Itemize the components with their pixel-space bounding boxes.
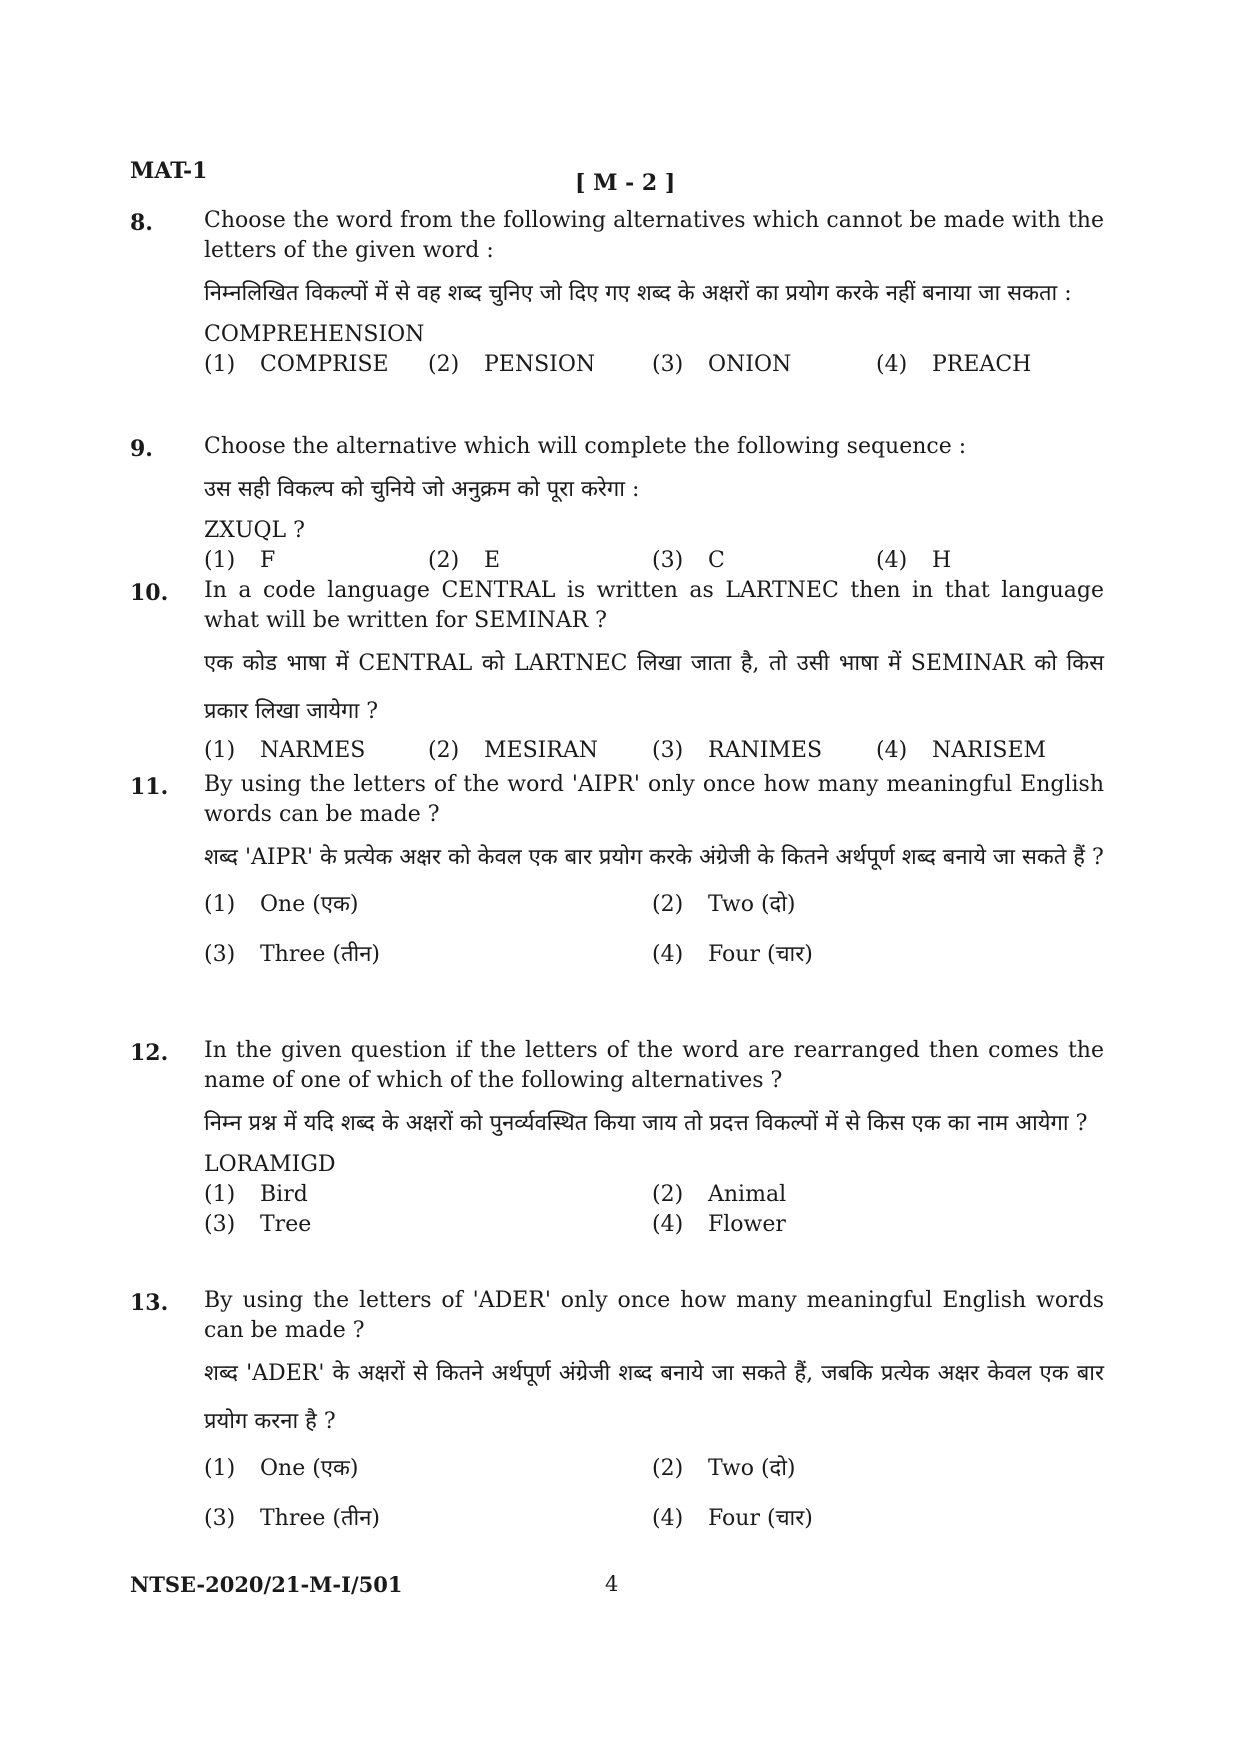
question-text-hindi: निम्न प्रश्न में यदि शब्द के अक्षरों को पुनर्व्यवस्थित किया जाय तो प्रदत्त विकल्पों में से किस एक का नाम आयेगा ? bbox=[204, 1111, 1088, 1136]
option-4[interactable]: (4) NARISEM bbox=[876, 738, 1047, 763]
question-number: 11. bbox=[130, 774, 169, 800]
question-text-english: Choose the alternative which will complete the following sequence : bbox=[204, 434, 967, 459]
question-text-hindi: एक कोड भाषा में CENTRAL को LARTNEC लिखा जाता है, तो उसी भाषा में SEMINAR को किस प्रकार लिखा जायेगा ? bbox=[204, 651, 1104, 724]
given-sequence: ZXUQL ? bbox=[204, 518, 305, 543]
option-4[interactable]: (4) H bbox=[876, 548, 952, 573]
option-2[interactable]: (2) Animal bbox=[652, 1182, 787, 1207]
option-1[interactable]: (1) One (एक) bbox=[204, 1456, 359, 1481]
options-grid bbox=[204, 1180, 1104, 1240]
option-2[interactable]: (2) Two (दो) bbox=[652, 892, 796, 917]
option-3[interactable]: (3) Three (तीन) bbox=[204, 1506, 381, 1531]
question-text-hindi: निम्नलिखित विकल्पों में से वह शब्द चुनिए जो दिए गए शब्द के अक्षरों का प्रयोग करके नहीं बनाया जा सकता : bbox=[204, 281, 1072, 306]
options-row bbox=[204, 546, 1104, 576]
question-text-hindi: शब्द 'ADER' के अक्षरों से कितने अर्थपूर्ण अंग्रेजी शब्द बनाये जा सकते हैं, जबकि प्रत्येक अक्षर केवल एक बार प्रयोग करना है ? bbox=[204, 1361, 1104, 1434]
question-text-english: By using the letters of 'ADER' only once how many meaningful English words can be made ? bbox=[204, 1288, 1104, 1343]
options-grid bbox=[204, 890, 1104, 990]
question-number: 10. bbox=[130, 580, 169, 606]
footer-paper-code: NTSE-2020/21-M-I/501 bbox=[130, 1572, 403, 1597]
option-3[interactable]: (3) Three (तीन) bbox=[204, 942, 381, 967]
option-2[interactable]: (2) PENSION bbox=[428, 352, 596, 377]
option-4[interactable]: (4) PREACH bbox=[876, 352, 1032, 377]
question-text-english: In the given question if the letters of the word are rearranged then comes the name of one of which of the following alternatives ? bbox=[204, 1038, 1104, 1093]
option-1[interactable]: (1) One (एक) bbox=[204, 892, 359, 917]
question-text-english: In a code language CENTRAL is written as LARTNEC then in that language what will be written for SEMINAR ? bbox=[204, 578, 1104, 633]
question-text-english: Choose the word from the following alternatives which cannot be made with the letters of the given word : bbox=[204, 208, 1104, 263]
option-3[interactable]: (3) ONION bbox=[652, 352, 792, 377]
question-text-hindi: उस सही विकल्प को चुनिये जो अनुक्रम को पूरा करेगा : bbox=[204, 477, 640, 502]
given-word: COMPREHENSION bbox=[204, 322, 425, 347]
option-2[interactable]: (2) E bbox=[428, 548, 501, 573]
given-word: LORAMIGD bbox=[204, 1152, 336, 1177]
paper-code-header: MAT-1 bbox=[130, 158, 208, 184]
question-number: 8. bbox=[130, 210, 153, 236]
page-number: 4 bbox=[605, 1572, 619, 1596]
option-2[interactable]: (2) MESIRAN bbox=[428, 738, 599, 763]
question-number: 13. bbox=[130, 1290, 169, 1316]
option-4[interactable]: (4) Four (चार) bbox=[652, 942, 813, 967]
option-3[interactable]: (3) RANIMES bbox=[652, 738, 823, 763]
question-number: 9. bbox=[130, 436, 153, 462]
option-3[interactable]: (3) Tree bbox=[204, 1212, 312, 1237]
options-grid bbox=[204, 1454, 1104, 1554]
option-4[interactable]: (4) Flower bbox=[652, 1212, 786, 1237]
option-4[interactable]: (4) Four (चार) bbox=[652, 1506, 813, 1531]
option-1[interactable]: (1) COMPRISE bbox=[204, 352, 389, 377]
question-text-english: By using the letters of the word 'AIPR' only once how many meaningful English words can be made ? bbox=[204, 772, 1104, 827]
options-row bbox=[204, 350, 1104, 380]
option-1[interactable]: (1) NARMES bbox=[204, 738, 366, 763]
option-3[interactable]: (3) C bbox=[652, 548, 725, 573]
question-text-hindi: शब्द 'AIPR' के प्रत्येक अक्षर को केवल एक बार प्रयोग करके अंग्रेजी के कितने अर्थपूर्ण शब्द बनाये जा सकते हैं ? bbox=[204, 845, 1104, 870]
question-number: 12. bbox=[130, 1040, 169, 1066]
option-1[interactable]: (1) Bird bbox=[204, 1182, 308, 1207]
section-header: [ M - 2 ] bbox=[575, 170, 676, 196]
option-1[interactable]: (1) F bbox=[204, 548, 276, 573]
options-row bbox=[204, 736, 1104, 766]
option-2[interactable]: (2) Two (दो) bbox=[652, 1456, 796, 1481]
